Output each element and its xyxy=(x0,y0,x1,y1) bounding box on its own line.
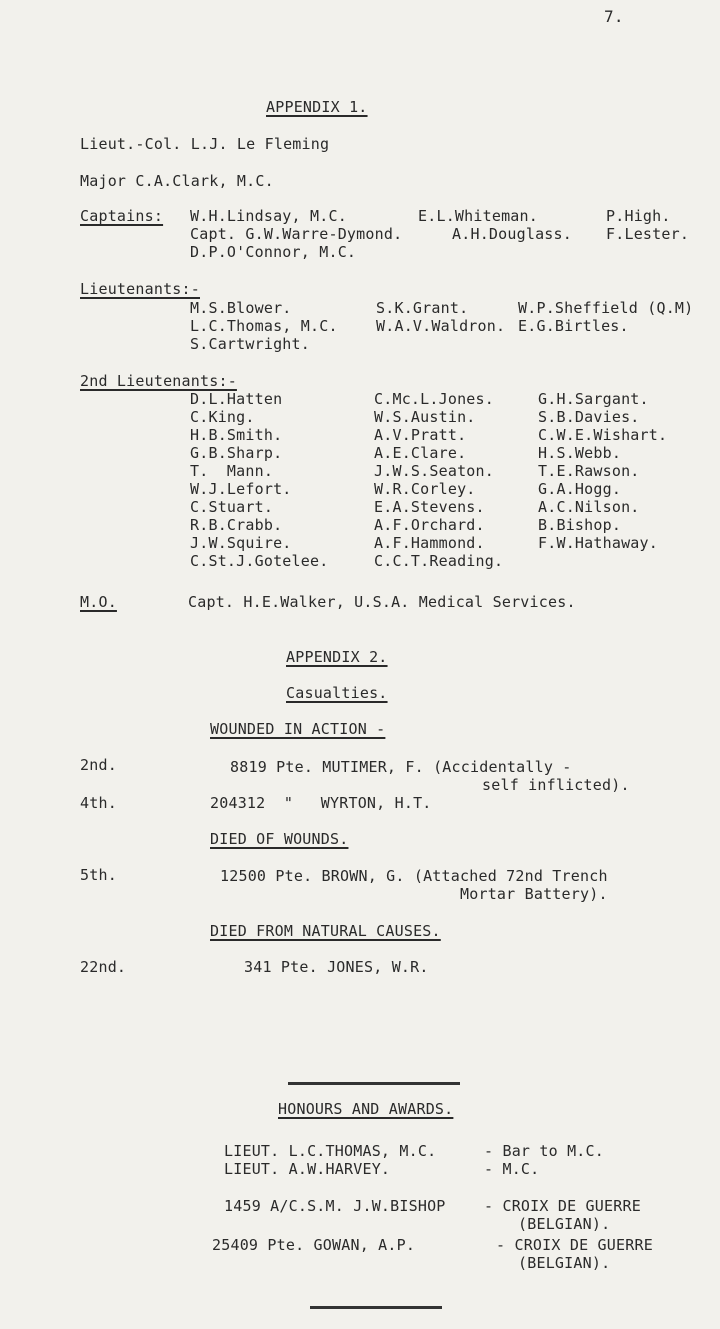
second-lt-name: H.S.Webb. xyxy=(538,444,622,462)
second-lt-name: H.B.Smith. xyxy=(190,426,283,444)
captain-name: E.L.Whiteman. xyxy=(418,207,538,225)
honour-award-cont: (BELGIAN). xyxy=(518,1215,611,1233)
second-lt-name: C.Stuart. xyxy=(190,498,274,516)
casualty-entry: 12500 Pte. BROWN, G. (Attached 72nd Trench xyxy=(220,867,608,885)
casualties-subtitle: Casualties. xyxy=(286,684,388,702)
captain-name: A.H.Douglass. xyxy=(452,225,572,243)
second-lt-name: E.A.Stevens. xyxy=(374,498,485,516)
mo-label: M.O. xyxy=(80,593,117,611)
second-lt-name: W.S.Austin. xyxy=(374,408,476,426)
second-lt-name: A.F.Hammond. xyxy=(374,534,485,552)
lieutenant-name: L.C.Thomas, M.C. xyxy=(190,317,338,335)
second-lt-name: C.St.J.Gotelee. xyxy=(190,552,329,570)
captains-label: Captains: xyxy=(80,207,164,225)
casualty-entry: 8819 Pte. MUTIMER, F. (Accidentally - xyxy=(230,758,572,776)
honour-name: LIEUT. L.C.THOMAS, M.C. xyxy=(224,1142,437,1160)
lieutenant-name: S.Cartwright. xyxy=(190,335,310,353)
honour-award: - M.C. xyxy=(484,1160,540,1178)
lieutenant-name: W.A.V.Waldron. xyxy=(376,317,506,335)
captain-name: D.P.O'Connor, M.C. xyxy=(190,243,357,261)
second-lt-name: A.F.Orchard. xyxy=(374,516,485,534)
second-lt-name: B.Bishop. xyxy=(538,516,622,534)
casualty-date: 22nd. xyxy=(80,958,127,976)
page-number: 7. xyxy=(604,7,624,26)
captain-name: P.High. xyxy=(606,207,671,225)
second-lt-name: T.E.Rawson. xyxy=(538,462,640,480)
died-of-wounds-heading: DIED OF WOUNDS. xyxy=(210,830,349,848)
lieutenant-name: W.P.Sheffield (Q.M) xyxy=(518,299,694,317)
second-lt-name: A.V.Pratt. xyxy=(374,426,467,444)
casualty-entry: 204312 " WYRTON, H.T. xyxy=(210,794,432,812)
honour-award: - CROIX DE GUERRE xyxy=(496,1236,653,1254)
major-entry: Major C.A.Clark, M.C. xyxy=(80,172,274,190)
second-lt-name: C.King. xyxy=(190,408,255,426)
second-lt-name: G.B.Sharp. xyxy=(190,444,283,462)
casualty-date: 4th. xyxy=(80,794,117,812)
lt-col-entry: Lieut.-Col. L.J. Le Fleming xyxy=(80,135,330,153)
appendix1-title: APPENDIX 1. xyxy=(266,98,368,116)
second-lt-name: G.A.Hogg. xyxy=(538,480,622,498)
wounded-heading: WOUNDED IN ACTION - xyxy=(210,720,386,738)
second-lt-name: A.C.Nilson. xyxy=(538,498,640,516)
second-lt-name: C.W.E.Wishart. xyxy=(538,426,668,444)
second-lt-name: R.B.Crabb. xyxy=(190,516,283,534)
appendix2-title: APPENDIX 2. xyxy=(286,648,388,666)
casualty-entry: 341 Pte. JONES, W.R. xyxy=(244,958,429,976)
lieutenant-name: M.S.Blower. xyxy=(190,299,292,317)
honour-name: LIEUT. A.W.HARVEY. xyxy=(224,1160,391,1178)
honour-award: - Bar to M.C. xyxy=(484,1142,604,1160)
second-lt-name: J.W.Squire. xyxy=(190,534,292,552)
casualty-entry-cont: self inflicted). xyxy=(482,776,630,794)
lieutenant-name: E.G.Birtles. xyxy=(518,317,629,335)
captain-name: W.H.Lindsay, M.C. xyxy=(190,207,347,225)
honour-name: 25409 Pte. GOWAN, A.P. xyxy=(212,1236,416,1254)
second-lt-name: F.W.Hathaway. xyxy=(538,534,658,552)
captain-name: Capt. G.W.Warre-Dymond. xyxy=(190,225,403,243)
honour-award-cont: (BELGIAN). xyxy=(518,1254,611,1272)
second-lt-name: W.J.Lefort. xyxy=(190,480,292,498)
second-lt-name: C.C.T.Reading. xyxy=(374,552,504,570)
mo-entry: Capt. H.E.Walker, U.S.A. Medical Services. xyxy=(188,593,576,611)
second-lt-name: S.B.Davies. xyxy=(538,408,640,426)
honours-title: HONOURS AND AWARDS. xyxy=(278,1100,454,1118)
captain-name: F.Lester. xyxy=(606,225,690,243)
casualty-date: 2nd. xyxy=(80,756,117,774)
died-natural-heading: DIED FROM NATURAL CAUSES. xyxy=(210,922,441,940)
second-lt-name: A.E.Clare. xyxy=(374,444,467,462)
end-rule xyxy=(310,1306,442,1309)
second-lt-name: G.H.Sargant. xyxy=(538,390,649,408)
second-lt-name: C.Mc.L.Jones. xyxy=(374,390,494,408)
second-lieutenants-label: 2nd Lieutenants:- xyxy=(80,372,237,390)
honour-name: 1459 A/C.S.M. J.W.BISHOP xyxy=(224,1197,446,1215)
second-lt-name: W.R.Corley. xyxy=(374,480,476,498)
second-lt-name: T. Mann. xyxy=(190,462,274,480)
second-lt-name: D.L.Hatten xyxy=(190,390,283,408)
honour-award: - CROIX DE GUERRE xyxy=(484,1197,641,1215)
lieutenants-label: Lieutenants:- xyxy=(80,280,200,298)
lieutenant-name: S.K.Grant. xyxy=(376,299,469,317)
section-rule xyxy=(288,1082,460,1085)
casualty-entry-cont: Mortar Battery). xyxy=(460,885,608,903)
second-lt-name: J.W.S.Seaton. xyxy=(374,462,494,480)
casualty-date: 5th. xyxy=(80,866,117,884)
